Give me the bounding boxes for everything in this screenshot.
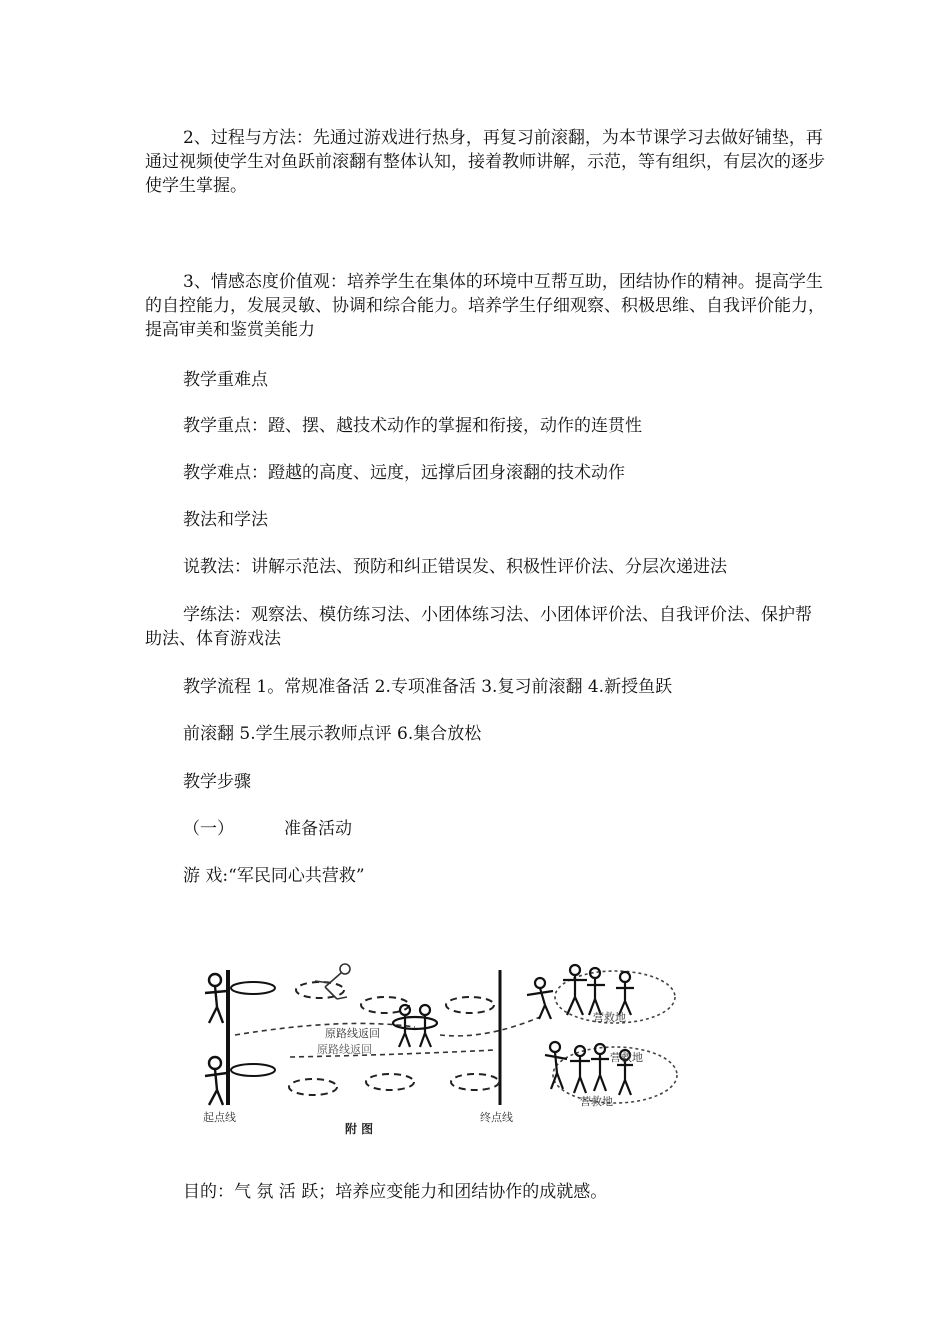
end-line-label: 终点线 bbox=[480, 1111, 513, 1124]
return-route-label: 原路线返回 bbox=[317, 1043, 372, 1056]
rescue-area-label: 营救地 bbox=[580, 1095, 613, 1108]
teaching-method-text: 说教法：讲解示范法、预防和纠正错误发、积极性评价法、分层次递进法 bbox=[183, 557, 727, 577]
start-line-label: 起点线 bbox=[203, 1111, 236, 1124]
learning-method-text: 学练法：观察法、模仿练习法、小团体练习法、小团体评价法、自我评价法、保护帮助法、体育游戏法 bbox=[145, 605, 812, 649]
person-icon bbox=[205, 1057, 227, 1105]
rescue-area-ellipses bbox=[553, 971, 677, 1103]
section-number: （一） bbox=[183, 819, 234, 839]
heading-teaching-steps: 教学步骤 bbox=[183, 772, 251, 792]
rescue-area-label: 营救地 bbox=[593, 1011, 626, 1024]
return-route-label: 原路线返回 bbox=[325, 1027, 380, 1040]
hoop-icon bbox=[231, 1064, 275, 1076]
jumping-person-icon bbox=[315, 964, 350, 999]
game-diagram-svg bbox=[195, 955, 690, 1140]
section-title: 准备活动 bbox=[284, 819, 352, 839]
heading-methods: 教法和学法 bbox=[183, 510, 268, 530]
teaching-flow-line-1: 教学流程 1。常规准备活 2.专项准备活 3.复习前滚翻 4.新授鱼跃 bbox=[183, 677, 673, 697]
figure-caption: 附 图 bbox=[345, 1122, 374, 1136]
teaching-flow-line-2: 前滚翻 5.学生展示教师点评 6.集合放松 bbox=[183, 724, 482, 744]
game-diagram-figure bbox=[195, 955, 690, 1140]
key-point-text: 教学重点：蹬、摆、越技术动作的掌握和衔接，动作的连贯性 bbox=[183, 416, 642, 436]
rescue-area-label: 营救地 bbox=[610, 1051, 643, 1064]
hoop-icon bbox=[231, 982, 275, 994]
paragraph-process-method: 2、过程与方法：先通过游戏进行热身，再复习前滚翻，为本节课学习去做好铺垫，再通过视频使学生对鱼跃前滚翻有整体认知，接着教师讲解，示范，等有组织，有层次的逐步使学生掌握。 bbox=[145, 128, 825, 196]
paragraph-attitude-values: 3、情感态度价值观：培养学生在集体的环境中互帮互助，团结协作的精神。提高学生的自控能力，发展灵敏、协调和综合能力。培养学生仔细观察、积极思维、自我评价能力，提高审美和鉴赏美能力 bbox=[145, 272, 825, 340]
heading-key-difficult-points: 教学重难点 bbox=[183, 370, 268, 390]
game-title: 游 戏:“军民同心共营救” bbox=[183, 866, 365, 886]
dashed-route-bottom bbox=[289, 1074, 499, 1095]
difficulty-text: 教学难点：蹬越的高度、远度，远撑后团身滚翻的技术动作 bbox=[183, 463, 625, 483]
purpose-text: 目的：气 氛 活 跃；培养应变能力和团结协作的成就感。 bbox=[183, 1182, 608, 1202]
return-arrow-right bbox=[440, 1017, 540, 1036]
pair-in-hoop-icon bbox=[393, 1005, 437, 1047]
person-icon bbox=[205, 974, 227, 1023]
